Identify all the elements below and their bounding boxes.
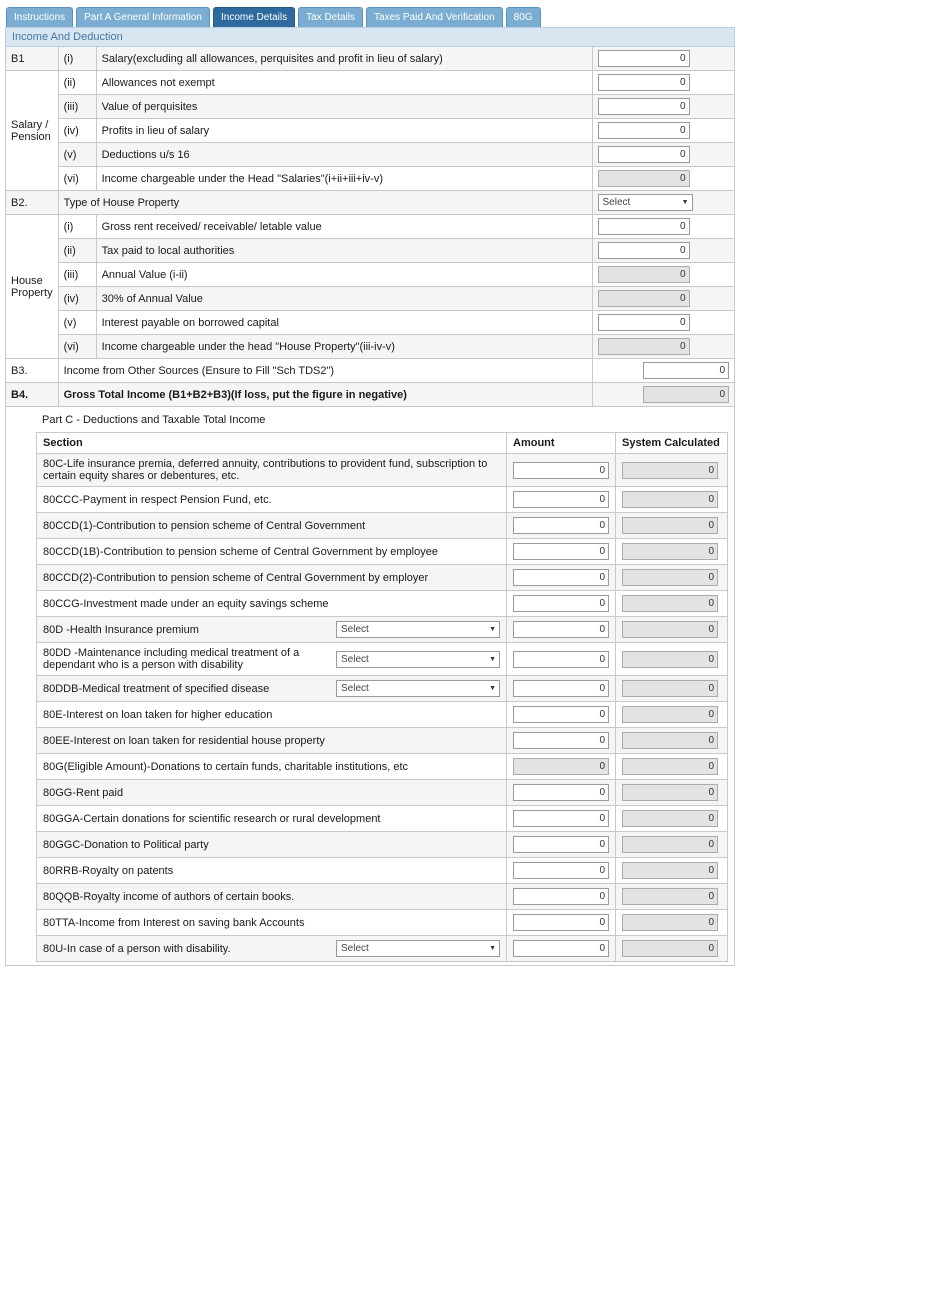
b2-iii-annual-value-input [598, 266, 690, 283]
tab-income-details[interactable]: Income Details [213, 7, 295, 27]
row-label: Gross rent received/ receivable/ letable value [96, 215, 592, 239]
row-number: (iii) [58, 263, 96, 287]
deduction-80ddb-system-input [622, 680, 718, 697]
row-number: (v) [58, 311, 96, 335]
b2-ii-tax-paid-input[interactable] [598, 242, 690, 259]
deduction-80dd-amount-input[interactable] [513, 651, 609, 668]
deduction-80u-amount-input[interactable] [513, 940, 609, 957]
deduction-80dd-system-input [622, 651, 718, 668]
row-label: 30% of Annual Value [96, 287, 592, 311]
row-number: (iv) [58, 287, 96, 311]
table-row [37, 806, 728, 832]
deduction-80tta-amount-input[interactable] [513, 914, 609, 931]
deduction-80qqb-amount-input[interactable] [513, 888, 609, 905]
b1-vi-salaries-total-input [598, 170, 690, 187]
deduction-label: 80D -Health Insurance premium [43, 623, 199, 636]
house-property-type-select[interactable] [598, 194, 693, 211]
table-row [37, 858, 728, 884]
b1-code: B1 [6, 47, 58, 71]
column-header-section: Section [37, 433, 507, 454]
deduction-80d-amount-input[interactable] [513, 621, 609, 638]
deduction-label: 80E-Interest on loan taken for higher education [37, 702, 507, 728]
b2-v-interest-payable-input[interactable] [598, 314, 690, 331]
row-label: Gross Total Income (B1+B2+B3)(If loss, put the figure in negative) [58, 383, 592, 407]
row-label: Allowances not exempt [96, 71, 592, 95]
chevron-down-icon: ▼ [681, 199, 689, 206]
deduction-80ccd1b-amount-input[interactable] [513, 543, 609, 560]
deduction-80g-system-input [622, 758, 718, 775]
selected-value: Select [341, 683, 369, 694]
deduction-label: 80QQB-Royalty income of authors of certain books. [37, 884, 507, 910]
deduction-label: 80RRB-Royalty on patents [37, 858, 507, 884]
row-number: (v) [58, 143, 96, 167]
deduction-80d-system-input [622, 621, 718, 638]
deduction-label: 80G(Eligible Amount)-Donations to certain funds, charitable institutions, etc [37, 754, 507, 780]
row-number: (ii) [58, 239, 96, 263]
selected-value: Select [341, 943, 369, 954]
section-header-income-and-deduction: Income And Deduction [5, 27, 735, 47]
row-label: Tax paid to local authorities [96, 239, 592, 263]
deduction-label: 80CCG-Investment made under an equity savings scheme [37, 591, 507, 617]
row-label: Value of perquisites [96, 95, 592, 119]
b1-i-salary-input[interactable] [598, 50, 690, 67]
b4-gross-total-income-input [643, 386, 729, 403]
row-label: Income chargeable under the Head "Salaries"(i+ii+iii+iv-v) [96, 167, 592, 191]
table-row [37, 487, 728, 513]
table-row [37, 643, 728, 676]
b1-iv-profits-input[interactable] [598, 122, 690, 139]
deduction-80g-amount-input [513, 758, 609, 775]
deduction-80ccc-system-input [622, 491, 718, 508]
deduction-80ccc-amount-input[interactable] [513, 491, 609, 508]
deduction-80rrb-amount-input[interactable] [513, 862, 609, 879]
tab-taxes-paid-and-verification[interactable]: Taxes Paid And Verification [366, 7, 503, 27]
house-property-group-label: House Property [6, 215, 58, 359]
deduction-80qqb-system-input [622, 888, 718, 905]
deduction-80ccd1-amount-input[interactable] [513, 517, 609, 534]
deduction-80gga-amount-input[interactable] [513, 810, 609, 827]
deduction-80u-system-input [622, 940, 718, 957]
income-deduction-panel [5, 47, 735, 966]
table-row [6, 311, 734, 335]
table-row [37, 780, 728, 806]
table-row [6, 167, 734, 191]
deduction-80ccd1-system-input [622, 517, 718, 534]
selected-value: Select [341, 624, 369, 635]
deduction-80e-amount-input[interactable] [513, 706, 609, 723]
part-c-section [6, 407, 734, 965]
chevron-down-icon: ▼ [489, 626, 496, 633]
deduction-80ccg-amount-input[interactable] [513, 595, 609, 612]
deduction-80ddb-amount-input[interactable] [513, 680, 609, 697]
deduction-label: 80DDB-Medical treatment of specified disease [43, 682, 270, 695]
table-row [6, 359, 734, 383]
deduction-80c-system-input [622, 462, 718, 479]
deduction-80ccd2-amount-input[interactable] [513, 569, 609, 586]
row-label: Interest payable on borrowed capital [96, 311, 592, 335]
salary-pension-group-label: Salary / Pension [6, 71, 58, 191]
row-label: Deductions u/s 16 [96, 143, 592, 167]
table-row [6, 239, 734, 263]
row-label: Annual Value (i-ii) [96, 263, 592, 287]
row-label: Profits in lieu of salary [96, 119, 592, 143]
deduction-80tta-system-input [622, 914, 718, 931]
tab-tax-details[interactable]: Tax Details [298, 7, 363, 27]
deduction-80u-select[interactable] [336, 940, 500, 957]
part-c-title: Part C - Deductions and Taxable Total Income [42, 414, 266, 426]
b4-code: B4. [6, 383, 58, 407]
row-number: (vi) [58, 335, 96, 359]
table-row [37, 754, 728, 780]
table-row [37, 832, 728, 858]
table-row [37, 936, 728, 962]
deduction-80e-system-input [622, 706, 718, 723]
b2-code: B2. [6, 191, 58, 215]
deduction-80ddb-select[interactable] [336, 680, 500, 697]
deduction-80gg-amount-input[interactable] [513, 784, 609, 801]
row-label: Income from Other Sources (Ensure to Fill "Sch TDS2") [58, 359, 592, 383]
table-row [37, 910, 728, 936]
table-row [37, 702, 728, 728]
deduction-80d-select[interactable] [336, 621, 500, 638]
selected-value: Select [602, 197, 631, 208]
deduction-label: 80GGC-Donation to Political party [37, 832, 507, 858]
b1-ii-allowances-input[interactable] [598, 74, 690, 91]
b1-iii-perquisites-input[interactable] [598, 98, 690, 115]
selected-value: Select [341, 653, 369, 665]
table-row [37, 539, 728, 565]
deduction-label: 80GG-Rent paid [37, 780, 507, 806]
b2-iv-30pct-annual-value-input [598, 290, 690, 307]
table-row [37, 617, 728, 643]
deduction-80ccd1b-system-input [622, 543, 718, 560]
deduction-80ee-amount-input[interactable] [513, 732, 609, 749]
deduction-label: 80CCC-Payment in respect Pension Fund, etc. [37, 487, 507, 513]
row-label: Income chargeable under the head "House Property"(iii-iv-v) [96, 335, 592, 359]
table-row [37, 676, 728, 702]
table-row [6, 119, 734, 143]
deduction-label: 80EE-Interest on loan taken for residential house property [37, 728, 507, 754]
table-row [37, 591, 728, 617]
table-row [37, 454, 728, 487]
deduction-80ccg-system-input [622, 595, 718, 612]
table-row [37, 565, 728, 591]
table-row [6, 143, 734, 167]
table-row [6, 287, 734, 311]
row-number: (i) [58, 215, 96, 239]
row-number: (ii) [58, 71, 96, 95]
row-number: (iv) [58, 119, 96, 143]
income-table [6, 47, 734, 407]
deduction-80ee-system-input [622, 732, 718, 749]
deduction-80c-amount-input[interactable] [513, 462, 609, 479]
row-number: (iii) [58, 95, 96, 119]
table-row [37, 728, 728, 754]
tab-instructions[interactable]: Instructions [6, 7, 73, 27]
b3-code: B3. [6, 359, 58, 383]
deduction-label: 80DD -Maintenance including medical treatment of a dependant who is a person with disability [43, 647, 300, 671]
deduction-label: 80TTA-Income from Interest on saving bank Accounts [37, 910, 507, 936]
row-number: (i) [58, 47, 96, 71]
table-row [6, 263, 734, 287]
b2-vi-house-property-total-input [598, 338, 690, 355]
deduction-80dd-select[interactable] [336, 651, 500, 668]
b1-v-deductions-input[interactable] [598, 146, 690, 163]
deduction-label: 80C-Life insurance premia, deferred annuity, contributions to provident fund, subscription to certain equity shares or debentures, etc. [37, 454, 507, 487]
tab-part-a-general-information[interactable]: Part A General Information [76, 7, 210, 27]
column-header-system-calculated: System Calculated [616, 433, 728, 454]
table-row [6, 215, 734, 239]
tab-80g[interactable]: 80G [506, 7, 541, 27]
chevron-down-icon: ▼ [489, 945, 496, 952]
b2-i-gross-rent-input[interactable] [598, 218, 690, 235]
deduction-80ccd2-system-input [622, 569, 718, 586]
deductions-table [36, 432, 728, 962]
deduction-80ggc-system-input [622, 836, 718, 853]
b3-other-sources-input[interactable] [643, 362, 729, 379]
deduction-label: 80CCD(1)-Contribution to pension scheme of Central Government [37, 513, 507, 539]
deduction-label: 80CCD(1B)-Contribution to pension scheme of Central Government by employee [37, 539, 507, 565]
table-header-row [37, 433, 728, 454]
table-row [6, 191, 734, 215]
row-number: (vi) [58, 167, 96, 191]
itr-form-page [5, 7, 735, 966]
deduction-label: 80U-In case of a person with disability. [43, 942, 231, 955]
table-row [37, 884, 728, 910]
table-row [6, 335, 734, 359]
row-label: Salary(excluding all allowances, perquisites and profit in lieu of salary) [96, 47, 592, 71]
column-header-amount: Amount [507, 433, 616, 454]
row-label: Type of House Property [58, 191, 592, 215]
deduction-80ggc-amount-input[interactable] [513, 836, 609, 853]
deduction-80rrb-system-input [622, 862, 718, 879]
deduction-label: 80CCD(2)-Contribution to pension scheme of Central Government by employer [37, 565, 507, 591]
table-row [6, 95, 734, 119]
chevron-down-icon: ▼ [489, 655, 496, 663]
tab-bar [5, 7, 735, 27]
table-row [6, 47, 734, 71]
table-row [6, 71, 734, 95]
deduction-label: 80GGA-Certain donations for scientific research or rural development [37, 806, 507, 832]
table-row [6, 383, 734, 407]
table-row [37, 513, 728, 539]
deduction-80gg-system-input [622, 784, 718, 801]
deduction-80gga-system-input [622, 810, 718, 827]
chevron-down-icon: ▼ [489, 685, 496, 692]
